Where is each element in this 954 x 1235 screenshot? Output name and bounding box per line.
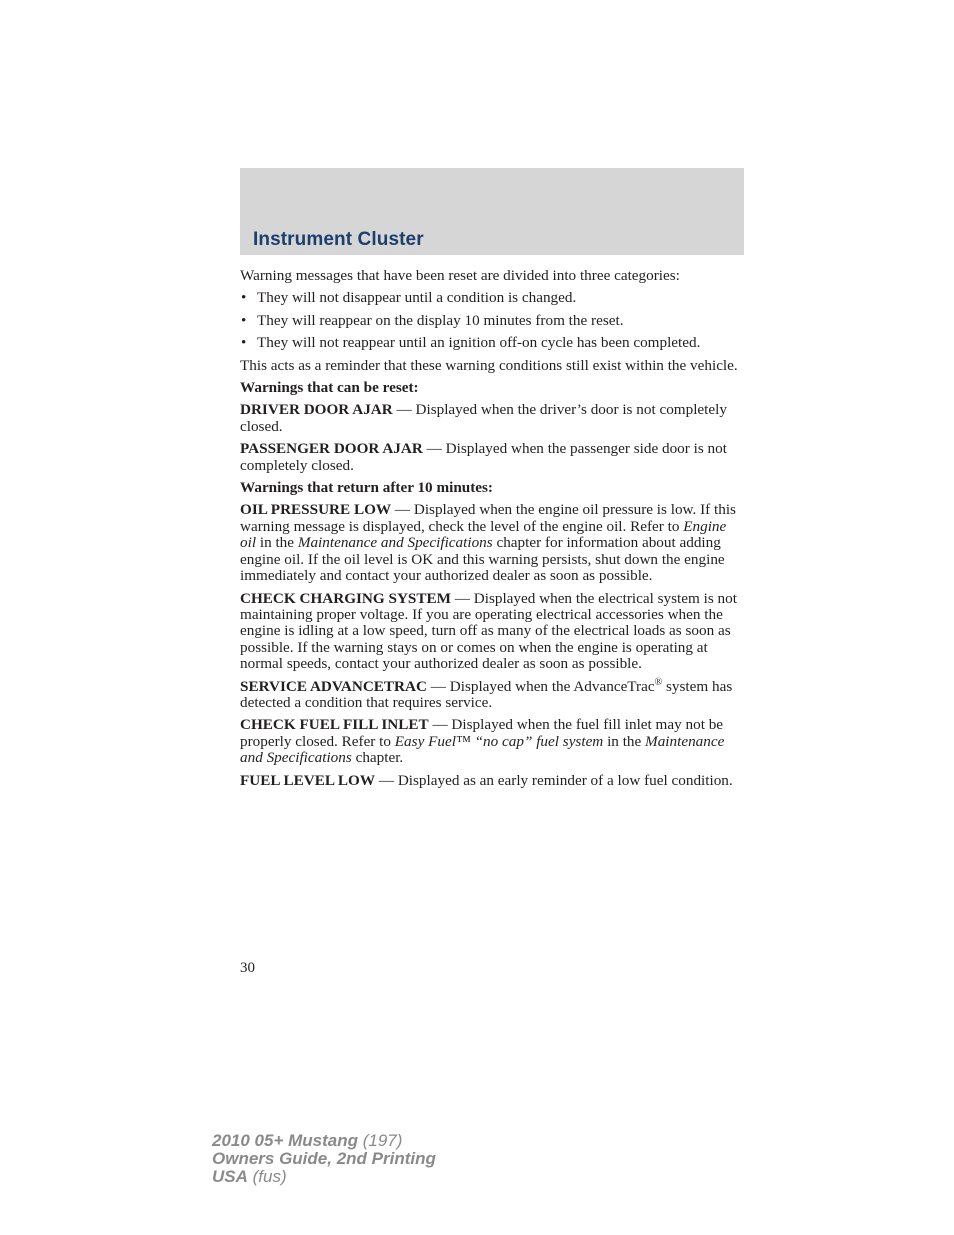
reference-engine-oil: Engine oil — [240, 517, 727, 552]
warning-description: in the — [603, 732, 646, 750]
section-header-band — [240, 168, 744, 255]
reference-maintenance-chapter: Maintenance and Specifications — [297, 534, 493, 552]
footer-line-model — [212, 1132, 436, 1150]
warning-term: CHECK CHARGING SYSTEM — [240, 589, 451, 607]
list-item-text: They will reappear on the display 10 minutes from the reset. — [257, 311, 624, 329]
warning-description: — Displayed when the electrical system is not maintaining proper voltage. If you are operating electrical accessories when the engine is idling at a low speed, turn off as many of the electrical loads as soon as possible. If the warning stays on or comes on when the engine is operating at normal speeds, contact your authorized dealer as soon as possible. — [240, 589, 737, 673]
list-item — [240, 313, 744, 329]
warning-fuel-level-low — [240, 773, 744, 789]
section-title: Instrument Cluster — [253, 229, 424, 250]
bullet-icon: • — [241, 334, 247, 352]
warning-service-advancetrac — [240, 676, 744, 712]
warning-description: — Displayed when the passenger side door is not completely closed. — [240, 440, 727, 474]
warning-description: — Displayed when the driver’s door is not completely closed. — [240, 401, 727, 435]
warning-term: OIL PRESSURE LOW — [240, 501, 392, 519]
warning-description: system has detected a condition that requires service. — [240, 677, 733, 711]
warning-oil-pressure-low — [240, 502, 744, 584]
resettable-heading: Warnings that can be reset: — [240, 379, 419, 397]
warning-term: PASSENGER DOOR AJAR — [240, 440, 423, 458]
warning-description: — Displayed as an early reminder of a low fuel condition. — [375, 771, 733, 789]
footer-model-code: (197) — [358, 1131, 403, 1150]
list-item — [240, 290, 744, 306]
warning-term: DRIVER DOOR AJAR — [240, 401, 393, 419]
warning-passenger-door-ajar — [240, 441, 744, 474]
footer-model: 2010 05+ Mustang — [212, 1131, 358, 1150]
warning-term: SERVICE ADVANCETRAC — [240, 677, 427, 695]
footer-market-code: (fus) — [247, 1167, 287, 1186]
warning-check-charging-system — [240, 591, 744, 673]
warning-description: — Displayed when the AdvanceTrac — [426, 677, 655, 695]
bullet-icon: • — [241, 311, 247, 329]
warning-driver-door-ajar — [240, 402, 744, 435]
warning-term: FUEL LEVEL LOW — [240, 771, 376, 789]
registered-mark: ® — [654, 676, 663, 688]
category-list — [240, 290, 744, 351]
reminder-paragraph: This acts as a reminder that these warning conditions still exist within the vehicle. — [240, 356, 738, 374]
list-item — [240, 335, 744, 351]
footer-printing: Owners Guide, 2nd Printing — [212, 1149, 436, 1168]
footer-market: USA — [212, 1167, 248, 1186]
page-content — [240, 268, 744, 795]
page-number: 30 — [240, 960, 255, 976]
document-footer — [212, 1132, 436, 1186]
reference-maintenance-chapter: Maintenance and Specifications — [240, 732, 725, 767]
intro-paragraph: Warning messages that have been reset are divided into three categories: — [240, 267, 680, 284]
footer-line-market — [212, 1168, 436, 1186]
warning-description: — Displayed when the engine oil pressure is low. If this warning message is displayed, check the level of the engine oil. Refer to — [240, 501, 736, 535]
reference-easy-fuel: Easy Fuel™ “no cap” fuel system — [394, 732, 604, 750]
warning-check-fuel-fill-inlet — [240, 717, 744, 766]
list-item-text: They will not reappear until an ignition off-on cycle has been completed. — [257, 334, 701, 352]
warning-description: in the — [256, 534, 298, 552]
warning-description: — Displayed when the fuel fill inlet may not be properly closed. Refer to — [240, 716, 724, 750]
bullet-icon: • — [241, 289, 247, 307]
warning-term: CHECK FUEL FILL INLET — [240, 716, 429, 734]
warning-description: chapter for information about adding engine oil. If the oil level is OK and this warning persists, shut down the engine immediately and contact your authorized dealer as soon as possible. — [240, 534, 725, 585]
return-heading: Warnings that return after 10 minutes: — [240, 479, 493, 497]
warning-description: chapter. — [351, 749, 404, 767]
list-item-text: They will not disappear until a condition is changed. — [257, 289, 577, 307]
